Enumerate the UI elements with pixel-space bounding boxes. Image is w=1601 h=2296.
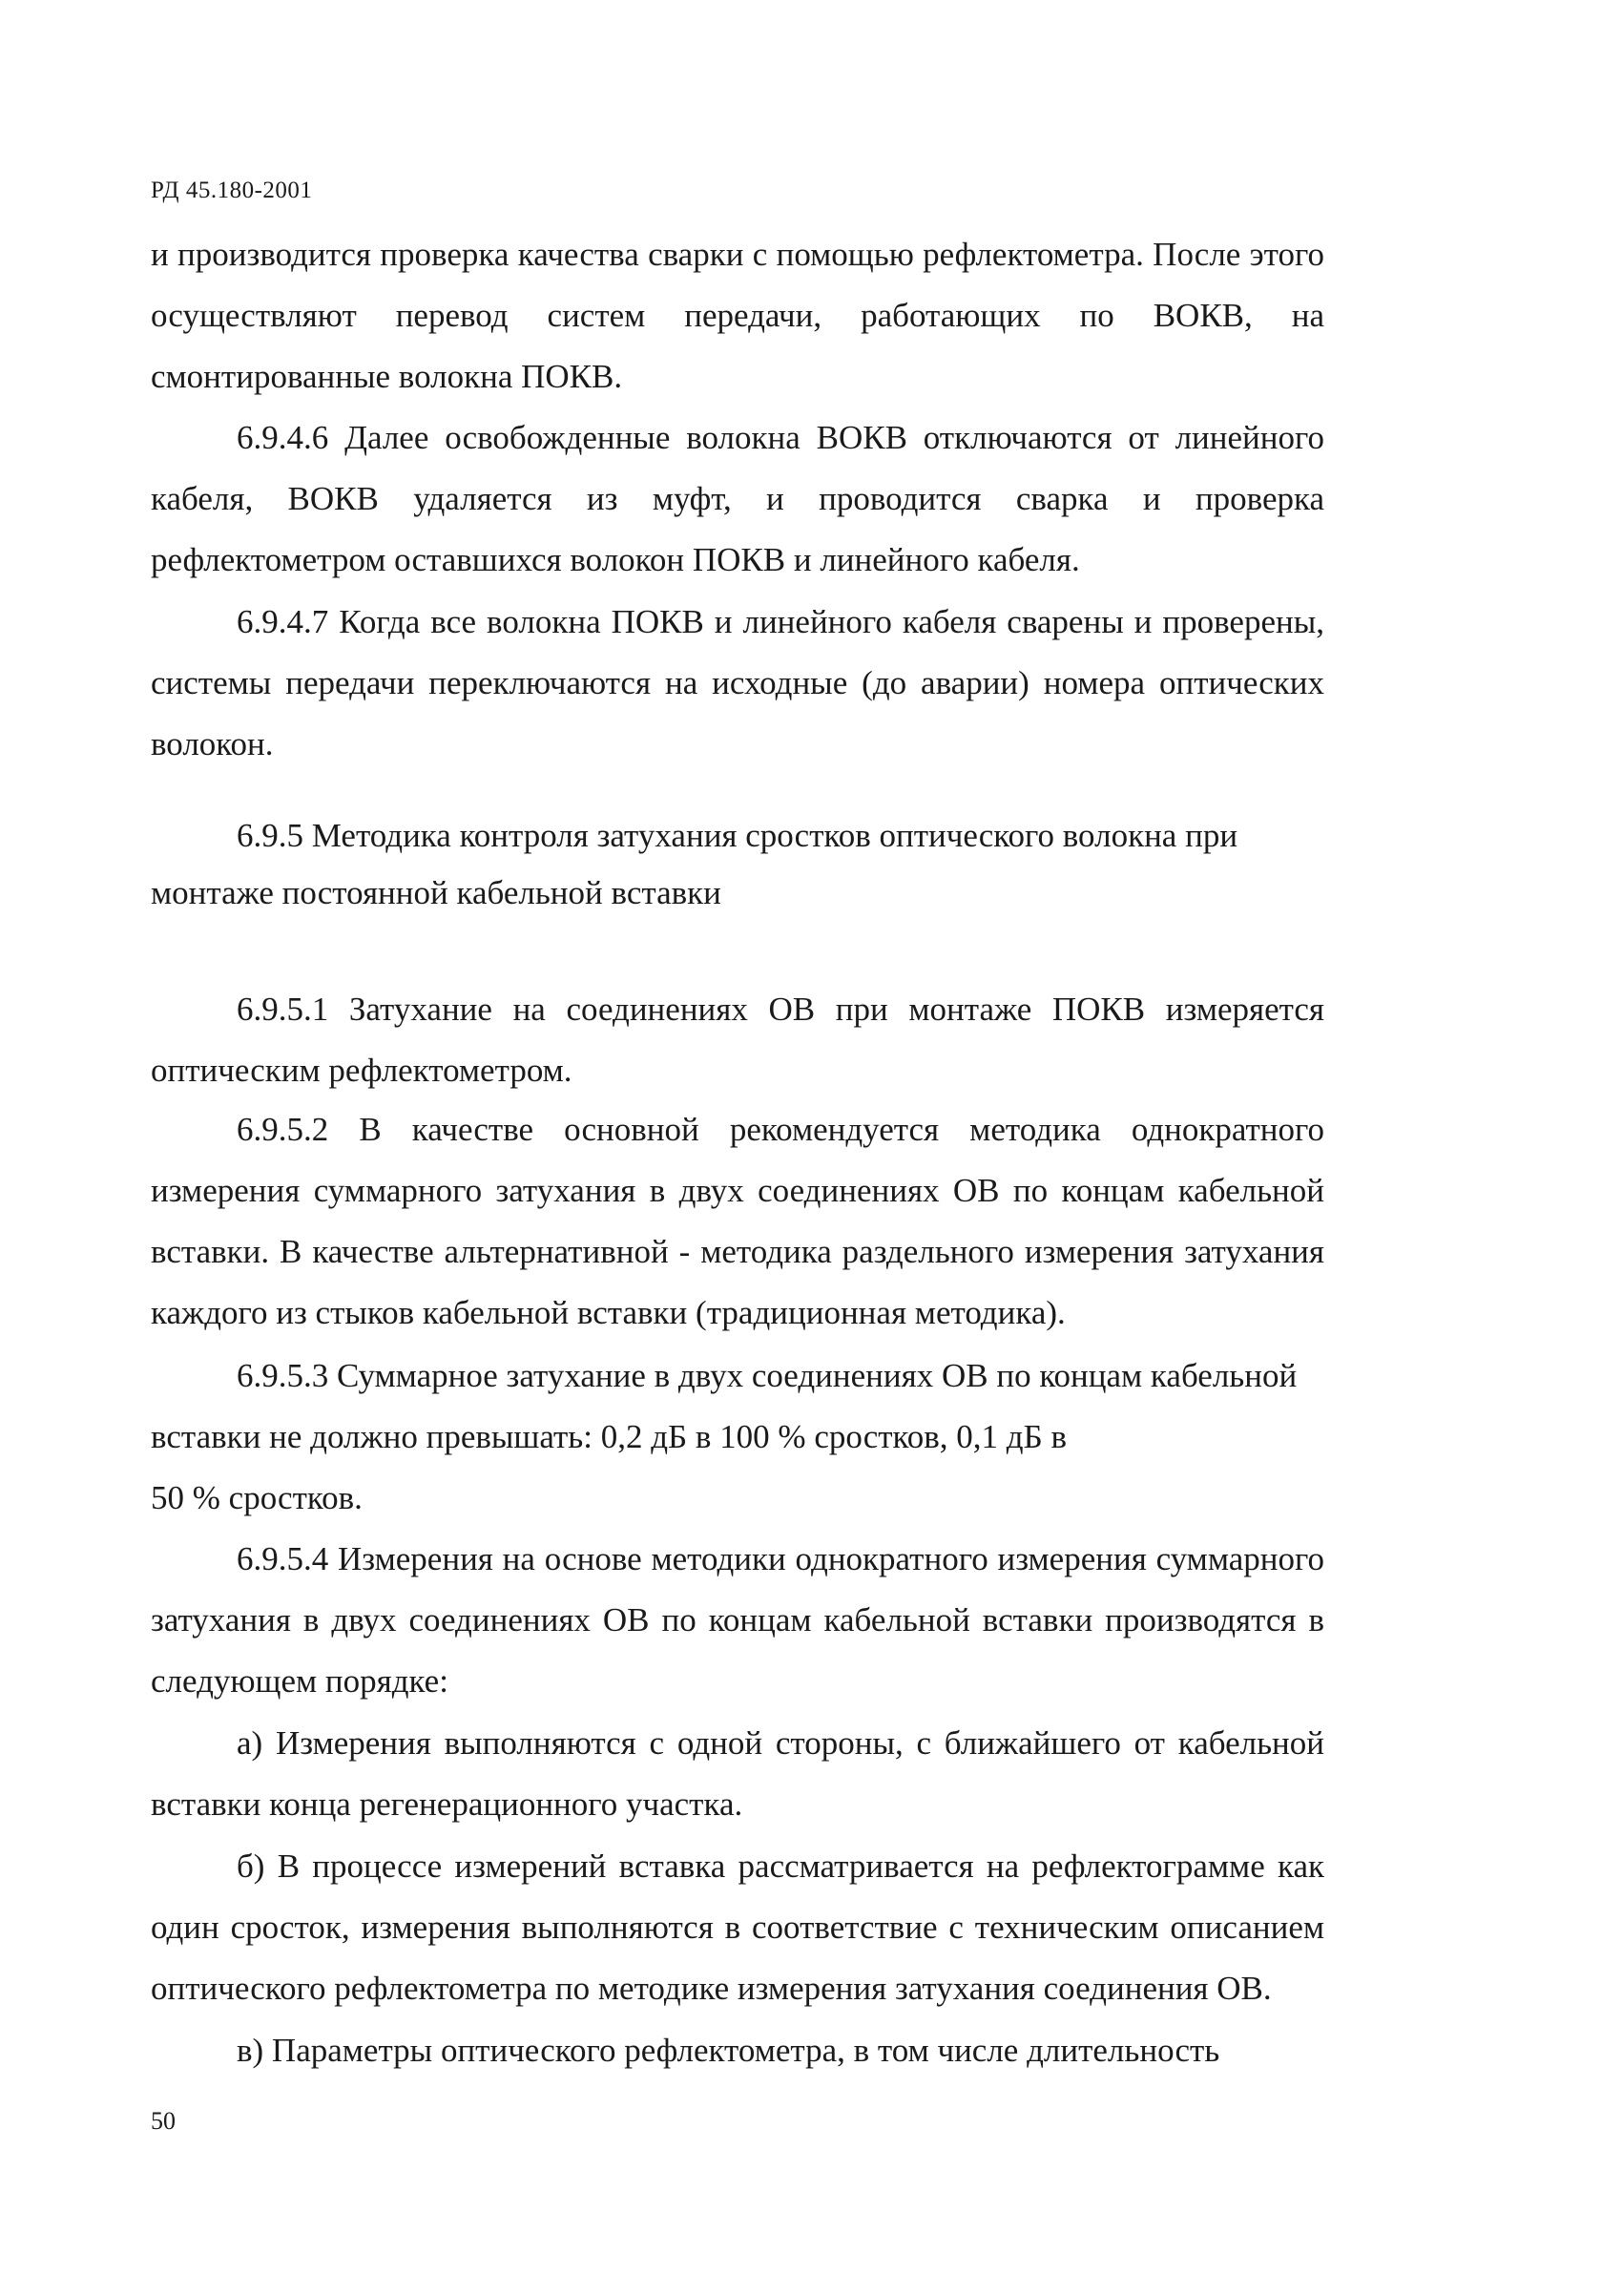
section-heading-6-9-5 bbox=[151, 807, 1324, 922]
section-heading-line-2: монтаже постоянной кабельной вставки bbox=[151, 874, 721, 911]
paragraph-6-9-4-6: 6.9.4.6 Далее освобожденные волокна ВОКВ отключаются от линейного кабеля, ВОКВ удаляется из муфт, и проводится сварка и проверка рефлектометром оставшихся волокон ПОКВ и линейного кабеля. bbox=[151, 419, 1324, 578]
paragraph-6-9-4-7: 6.9.4.7 Когда все волокна ПОКВ и линейного кабеля сварены и проверены, системы передачи переключаются на исходные (до аварии) номера оптических волокон. bbox=[151, 603, 1324, 762]
section-heading-line-1: 6.9.5 Методика контроля затухания сростков оптического волокна при bbox=[237, 817, 1238, 854]
document-code-header: РД 45.180-2001 bbox=[151, 177, 313, 203]
paragraph-6-9-5-1: 6.9.5.1 Затухание на соединениях ОВ при монтаже ПОКВ измеряется оптическим рефлектометром. bbox=[151, 991, 1324, 1089]
paragraph-6-9-5-4: 6.9.5.4 Измерения на основе методики однократного измерения суммарного затухания в двух соединениях ОВ по концам кабельной вставки производятся в следующем порядке: bbox=[151, 1540, 1324, 1700]
list-item-a: а) Измерения выполняются с одной стороны, с ближайшего от кабельной вставки конца регенерационного участка. bbox=[151, 1724, 1324, 1823]
paragraph-6-9-5-2: 6.9.5.2 В качестве основной рекомендуется методика однократного измерения суммарного затухания в двух соединениях ОВ по концам кабельной вставки. В качестве альтернативной - методика раздельного измерения затухания каждого из стыков кабельной вставки (традиционная методика). bbox=[151, 1111, 1324, 1331]
paragraph-6-9-5-3 bbox=[151, 1346, 1324, 1529]
list-item-v: в) Параметры оптического рефлектометра, в том числе длительность bbox=[237, 2032, 1220, 2069]
list-item-b: б) В процессе измерений вставка рассматривается на рефлектограмме как один сросток, измерения выполняются в соответствие с техническим описанием оптического рефлектометра по методике измерения затухания соединения ОВ. bbox=[151, 1847, 1324, 2007]
page-number: 50 bbox=[151, 2107, 176, 2135]
paragraph-continuation: и производится проверка качества сварки с помощью рефлектометра. После этого осуществляют перевод систем передачи, работающих по ВОКВ, на смонтированные волокна ПОКВ. bbox=[151, 236, 1324, 395]
paragraph-6-9-5-3-main: 6.9.5.3 Суммарное затухание в двух соединениях ОВ по концам кабельной вставки не должно превышать: 0,2 дБ в 100 % сростков, 0,1 дБ в bbox=[151, 1357, 1298, 1455]
paragraph-6-9-5-3-tail: 50 % сростков. bbox=[151, 1479, 363, 1516]
